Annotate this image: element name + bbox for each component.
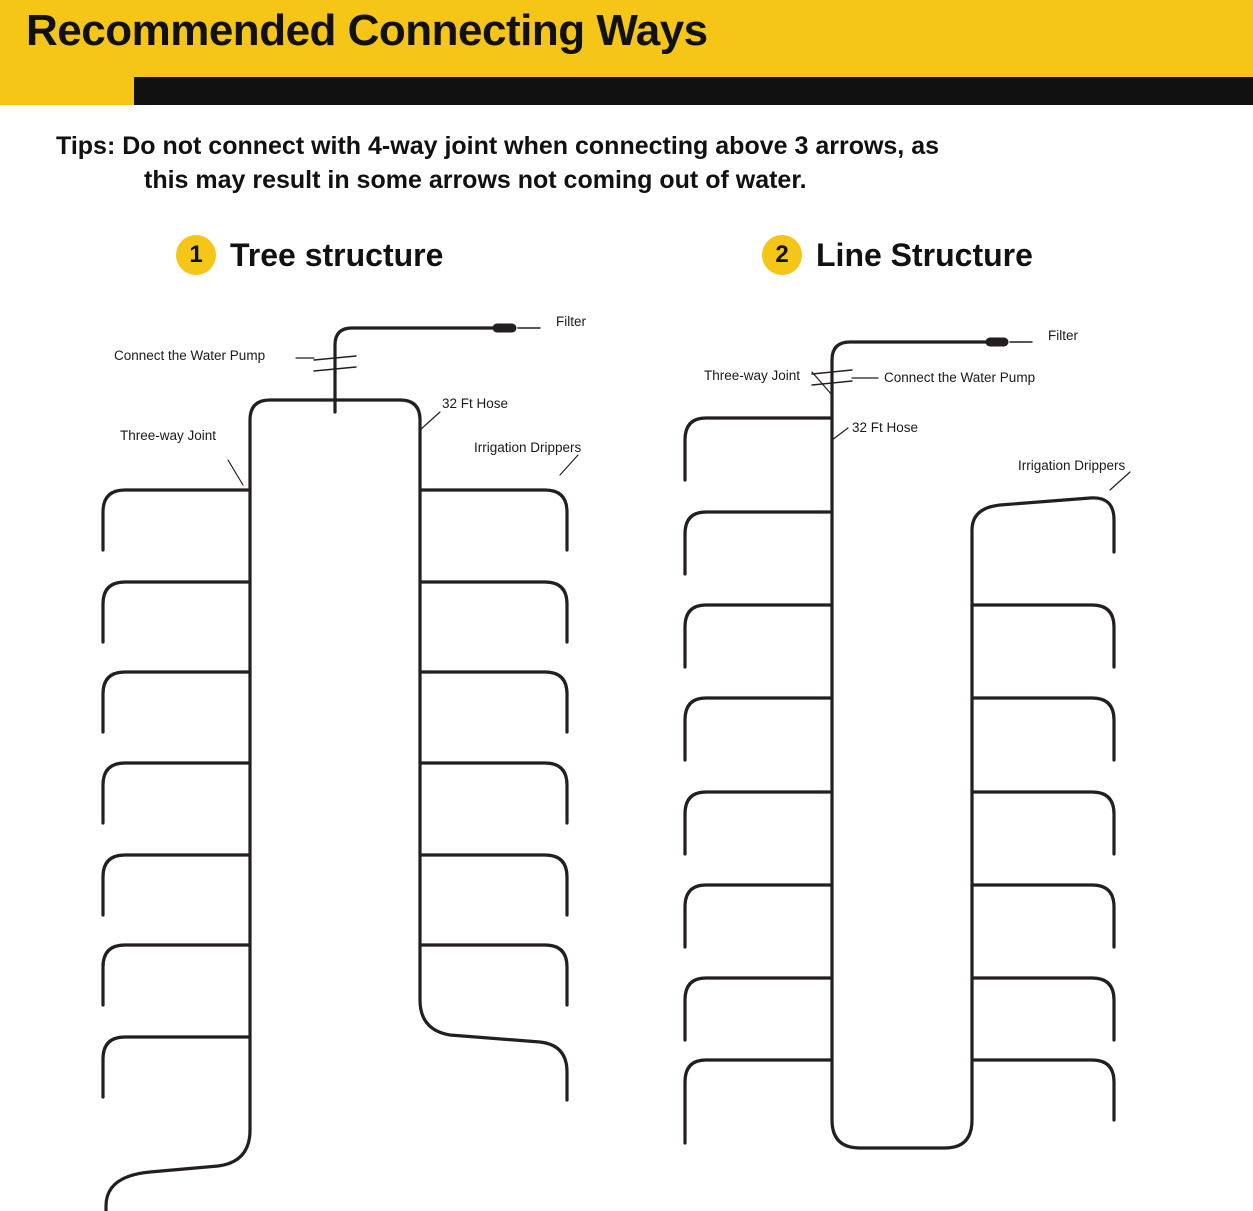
label-water-pump-2: Connect the Water Pump	[884, 370, 1036, 385]
dripper-right-6	[420, 945, 567, 1005]
dripper-right-2	[420, 582, 567, 642]
dripper2-right-7	[972, 1060, 1114, 1120]
label-three-way-2: Three-way Joint	[704, 368, 801, 383]
tree-structure-diagram	[103, 328, 578, 1211]
dripper2-right-1	[972, 498, 1114, 552]
label-filter-1: Filter	[556, 314, 586, 329]
section-badge-2: 2	[762, 235, 802, 275]
dripper-left-3	[103, 672, 250, 732]
dripper-right-tail	[420, 1000, 567, 1100]
dripper2-right-4	[972, 792, 1114, 854]
dripper-right-1	[420, 490, 567, 550]
section-label-2: Line Structure	[816, 236, 1033, 273]
main-hose-1	[250, 400, 420, 1130]
dripper2-left-4	[685, 698, 832, 760]
dripper-left-1	[103, 490, 250, 550]
dripper2-left-7	[685, 978, 832, 1040]
dripper2-left-3	[685, 605, 832, 667]
label-hose-2: 32 Ft Hose	[852, 420, 919, 435]
dripper2-right-6	[972, 978, 1114, 1040]
dripper2-right-5	[972, 885, 1114, 947]
header-divider-accent	[0, 77, 134, 105]
dripper2-left-8	[685, 1060, 832, 1143]
section-label-1: Tree structure	[230, 236, 444, 273]
dripper-right-3	[420, 672, 567, 732]
dripper2-right-3	[972, 698, 1114, 760]
dripper-left-5	[103, 855, 250, 915]
drippers-leader-2	[1110, 472, 1130, 490]
main-hose-2	[832, 410, 972, 1148]
diagram-area	[0, 300, 1253, 1211]
dripper-left-2	[103, 582, 250, 642]
hose-leader-1	[420, 412, 440, 430]
label-drippers-1: Irrigation Drippers	[474, 440, 582, 455]
label-water-pump-1: Connect the Water Pump	[114, 348, 266, 363]
section-badge-1: 1	[176, 235, 216, 275]
dripper-left-6	[103, 945, 250, 1005]
dripper2-left-1	[685, 418, 832, 480]
drippers-leader-1	[560, 455, 578, 475]
dripper2-left-2	[685, 512, 832, 574]
hose-leader-2	[832, 428, 848, 440]
three-way-leader-1	[228, 460, 243, 485]
dripper-left-7	[103, 1037, 250, 1097]
dripper2-left-6	[685, 885, 832, 947]
dripper2-right-2	[972, 605, 1114, 667]
dripper-left-4	[103, 763, 250, 823]
dripper-right-4	[420, 763, 567, 823]
dripper2-left-5	[685, 792, 832, 854]
tips-line-2: this may result in some arrows not coming out of water.	[144, 165, 807, 194]
page-title: Recommended Connecting Ways	[26, 6, 708, 55]
label-hose-1: 32 Ft Hose	[442, 396, 509, 411]
section-heading-tree	[176, 235, 443, 275]
dripper-right-5	[420, 855, 567, 915]
header-divider-dark	[0, 77, 1253, 105]
tips-text	[56, 130, 1196, 198]
tips-line-1: Tips: Do not connect with 4-way joint when connecting above 3 arrows, as	[56, 132, 940, 160]
label-filter-2: Filter	[1048, 328, 1078, 343]
section-heading-line	[762, 235, 1033, 275]
label-three-way-1: Three-way Joint	[120, 428, 217, 443]
dripper-left-tail	[106, 1130, 250, 1211]
label-drippers-2: Irrigation Drippers	[1018, 458, 1126, 473]
